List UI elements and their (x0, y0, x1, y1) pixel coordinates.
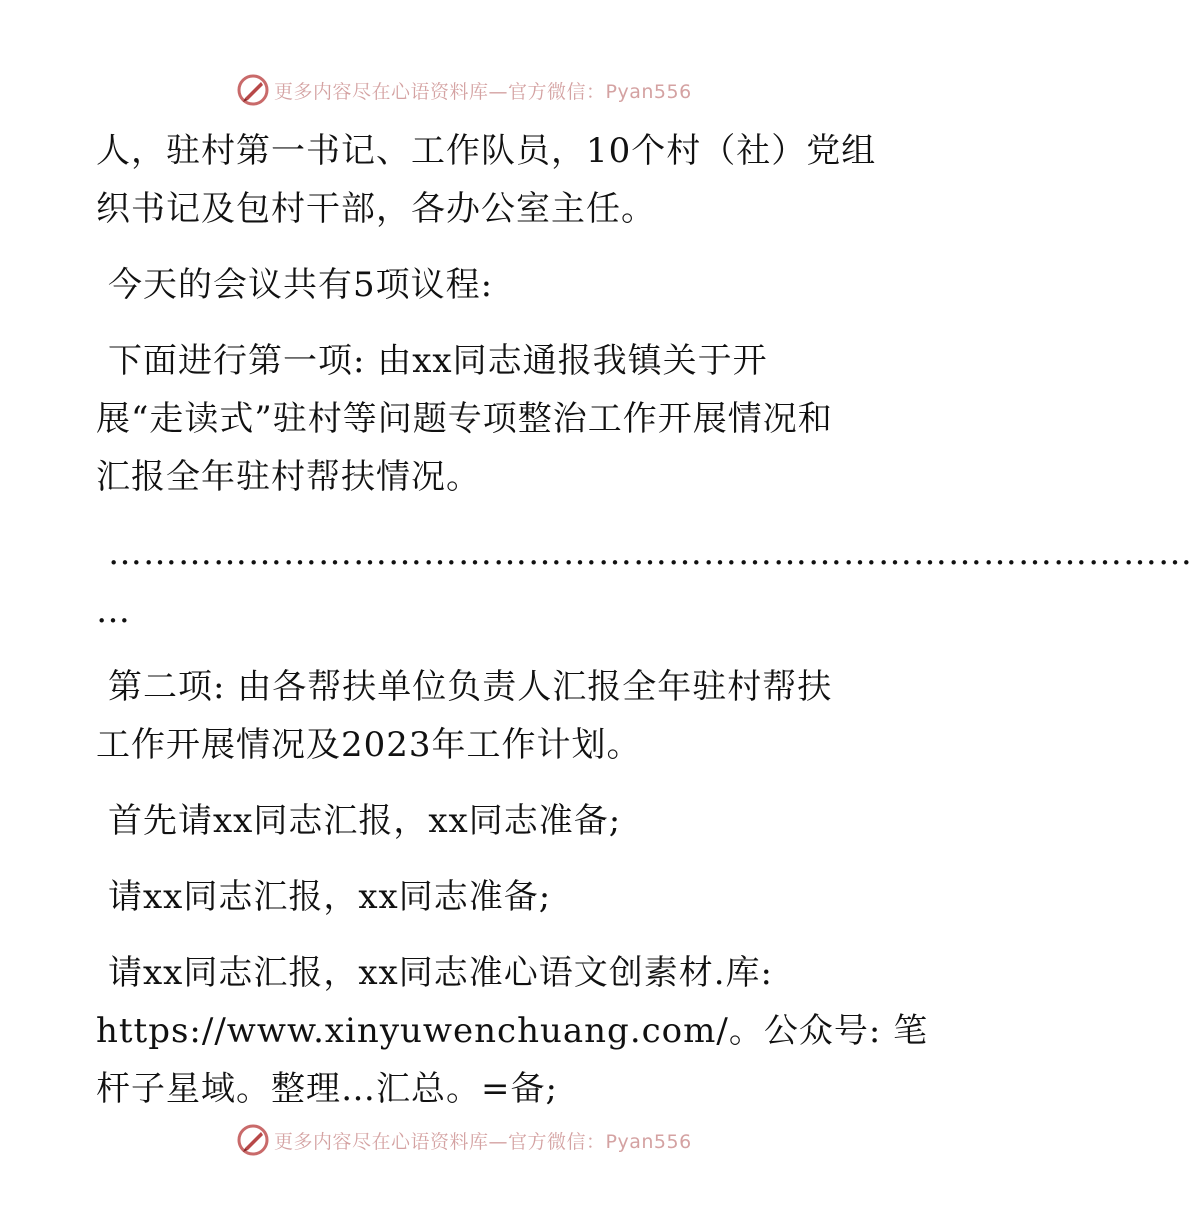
text-line: 人，驻村第一书记、工作队员，10个村（社）党组 (96, 131, 877, 171)
paragraph-ellipsis (96, 524, 1193, 640)
quill-pen-circle-icon (236, 1123, 270, 1157)
text-line: 请xx同志汇报，xx同志准心语文创素材.库: (108, 953, 773, 993)
watermark-footer (236, 1122, 692, 1158)
text-line: 第二项: 由各帮扶单位负责人汇报全年驻村帮扶 (108, 667, 833, 707)
paragraph-second-report (96, 868, 866, 926)
text-line: 首先请xx同志汇报，xx同志准备; (108, 801, 622, 841)
paragraph-item-two (96, 658, 866, 774)
watermark-header (236, 72, 692, 108)
text-line: 汇报全年驻村帮扶情况。 (96, 457, 481, 497)
document-body (96, 122, 1193, 1118)
paragraph-attendees (96, 122, 877, 238)
text-line: https://www.xinyuwenchuang.com/。公众号: 笔 (96, 1011, 929, 1051)
text-line: 杆子星域。整理…汇总。=备; (96, 1069, 558, 1109)
text-line: 工作开展情况及2023年工作计划。 (96, 725, 642, 765)
text-line: 展“走读式”驻村等问题专项整治工作开展情况和 (96, 399, 833, 439)
text-line: 今天的会议共有5项议程: (108, 265, 494, 305)
paragraph-third-report (96, 944, 929, 1118)
quill-pen-circle-icon (236, 73, 270, 107)
text-line: 织书记及包村干部，各办公室主任。 (96, 189, 656, 229)
watermark-text: 更多内容尽在心语资料库—官方微信：Pyan556 (274, 80, 692, 103)
text-line: … (96, 591, 131, 631)
paragraph-item-one (96, 332, 866, 506)
text-line: ………………………………………………………………………………… (108, 533, 1193, 573)
paragraph-first-report (96, 792, 866, 850)
paragraph-agenda-count (96, 256, 866, 314)
text-line: 请xx同志汇报，xx同志准备; (108, 877, 552, 917)
watermark-text: 更多内容尽在心语资料库—官方微信：Pyan556 (274, 1130, 692, 1153)
text-line: 下面进行第一项: 由xx同志通报我镇关于开 (108, 341, 768, 381)
